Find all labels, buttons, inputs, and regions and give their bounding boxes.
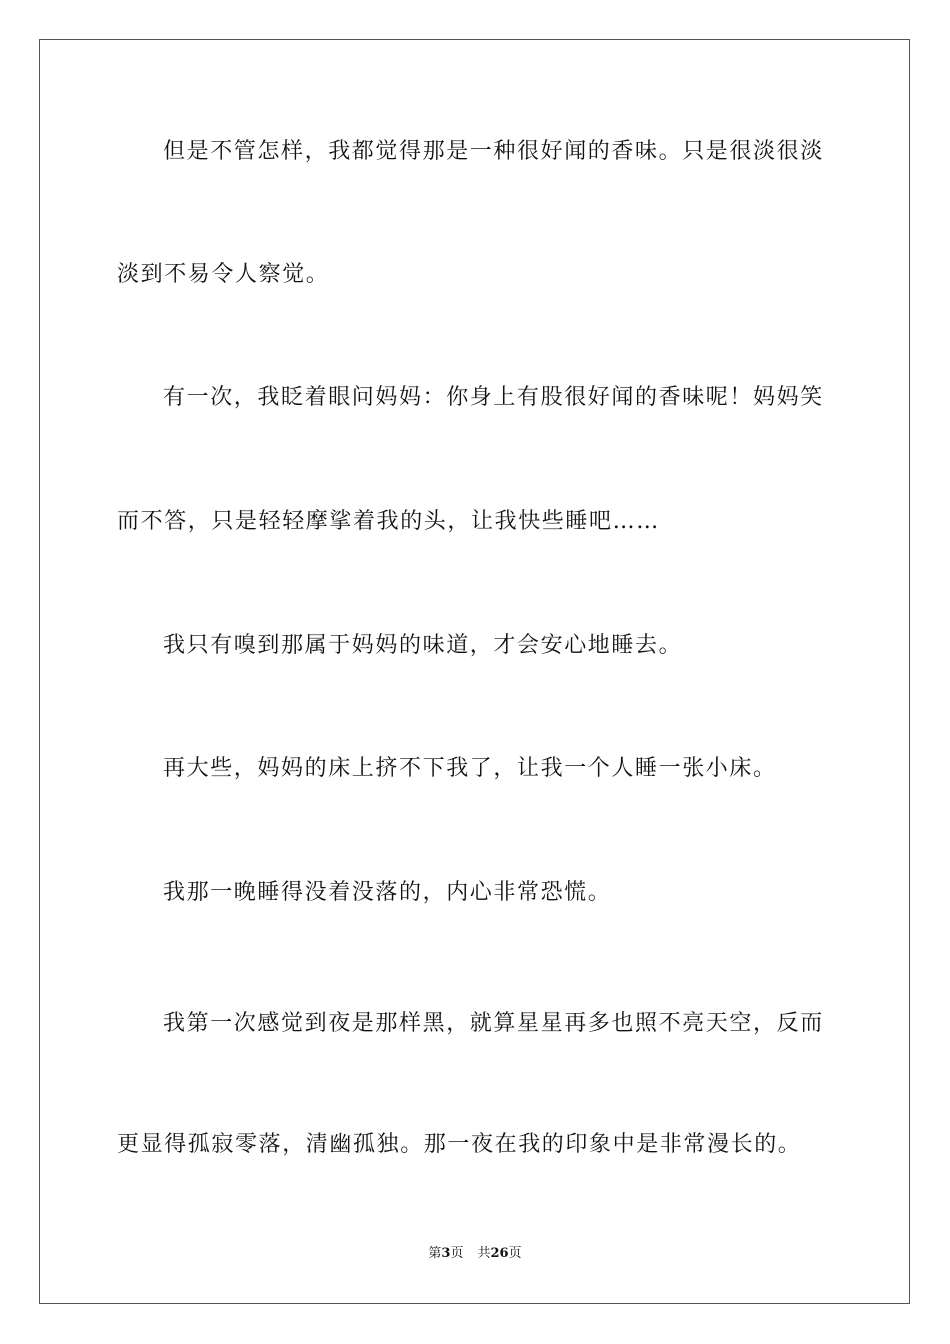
page-border — [39, 39, 910, 1304]
paragraph-line-2: 淡到不易令人察觉。 — [117, 262, 330, 287]
paragraph-line-5: 我只有嗅到那属于妈妈的味道，才会安心地睡去。 — [163, 633, 683, 658]
total-suffix: 页 — [508, 1246, 522, 1261]
paragraph-line-7: 我那一晚睡得没着没落的，内心非常恐慌。 — [163, 880, 612, 905]
paragraph-line-1: 但是不管怎样，我都觉得那是一种很好闻的香味。只是很淡很淡 — [163, 139, 824, 164]
total-prefix: 共 — [477, 1246, 491, 1261]
page-footer — [0, 1244, 950, 1264]
page-prefix: 第 — [428, 1246, 442, 1261]
paragraph-line-9: 更显得孤寂零落，清幽孤独。那一夜在我的印象中是非常漫长的。 — [117, 1132, 802, 1157]
paragraph-line-3: 有一次，我眨着眼问妈妈：你身上有股很好闻的香味呢！妈妈笑 — [163, 385, 824, 410]
page-number: 3 — [441, 1246, 451, 1261]
paragraph-line-8: 我第一次感觉到夜是那样黑，就算星星再多也照不亮天空，反而 — [163, 1011, 824, 1036]
paragraph-line-4: 而不答，只是轻轻摩挲着我的头，让我快些睡吧…… — [117, 509, 660, 534]
paragraph-line-6: 再大些，妈妈的床上挤不下我了，让我一个人睡一张小床。 — [163, 756, 777, 781]
page-suffix: 页 — [450, 1246, 464, 1261]
total-pages: 26 — [490, 1246, 509, 1261]
